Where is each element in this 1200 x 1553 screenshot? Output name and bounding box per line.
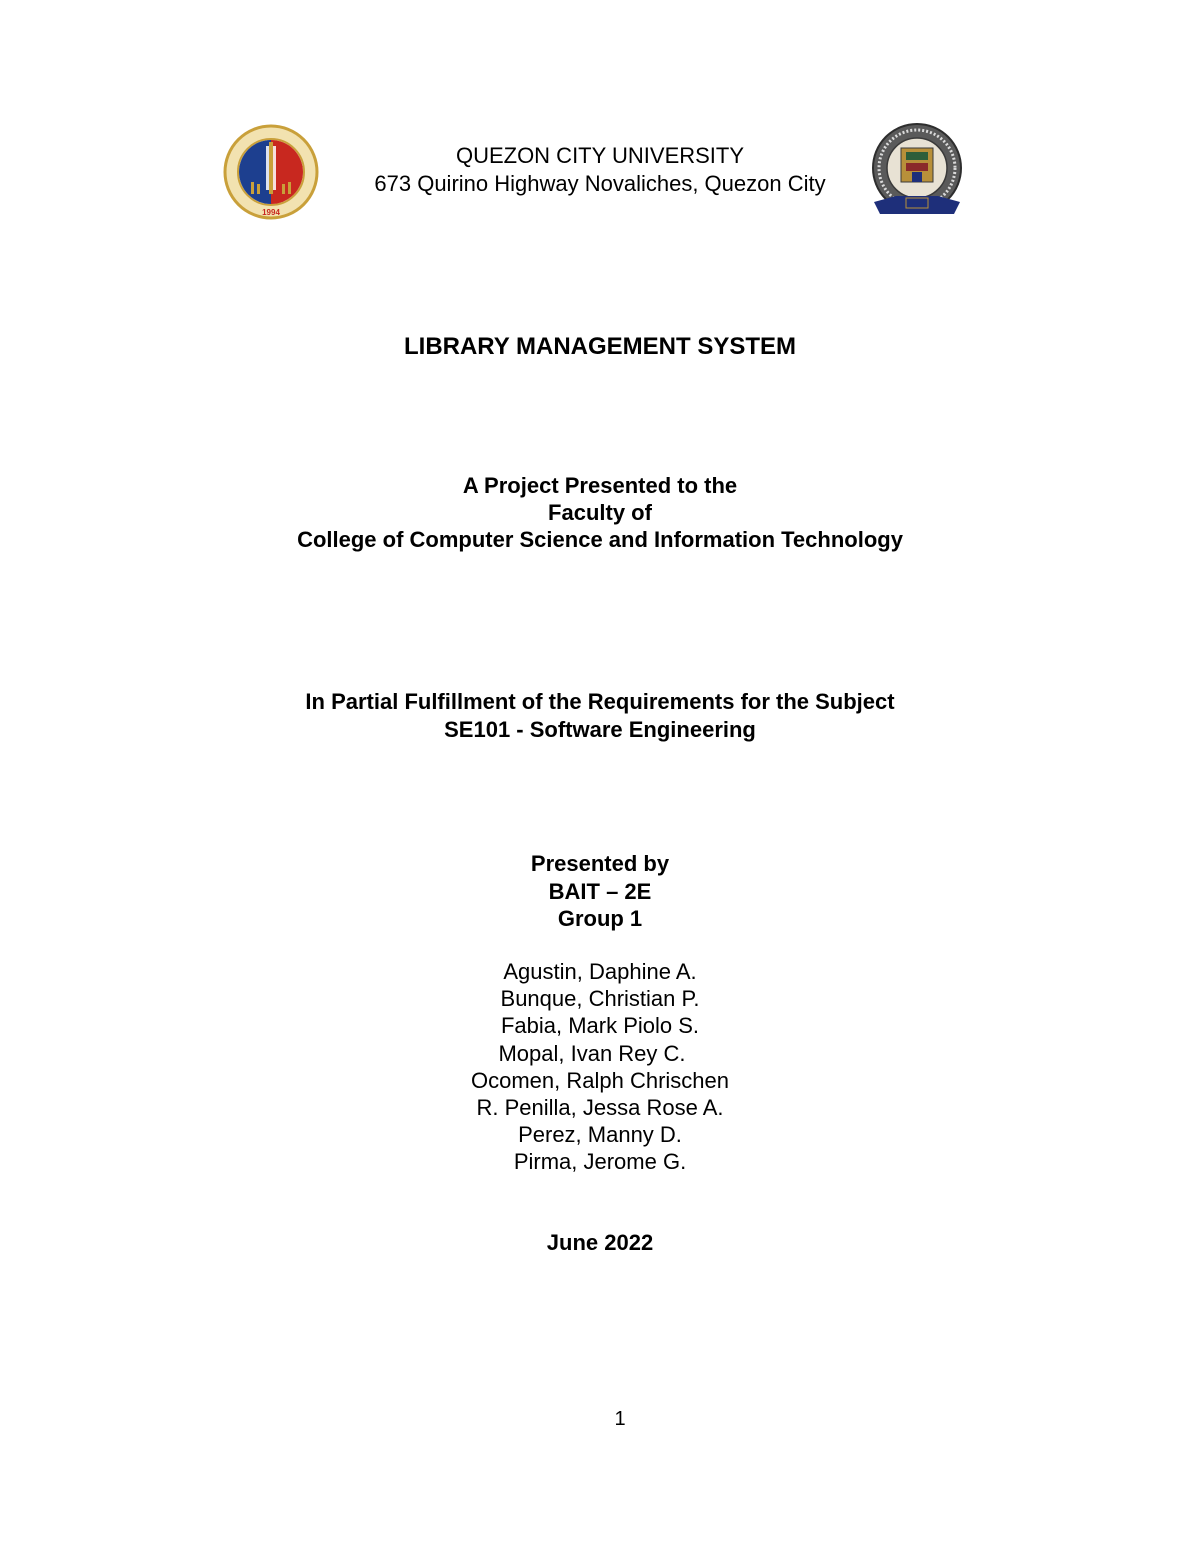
member-name: R. Penilla, Jessa Rose A. [476,1095,724,1120]
member-name: Agustin, Daphine A. [503,959,697,984]
fulfillment-line-1: In Partial Fulfillment of the Requirements for the Subject [305,689,895,714]
seal-year: 1994 [262,208,280,217]
member-name: Pirma, Jerome G. [513,1149,687,1174]
presented-by-label: Presented by [530,851,670,876]
group-label: Group 1 [557,906,643,931]
document-date: June 2022 [546,1230,654,1255]
section-label: BAIT – 2E [548,879,652,904]
presented-to-line-3: College of Computer Science and Information Technology [297,527,903,552]
document-title: LIBRARY MANAGEMENT SYSTEM [403,333,796,360]
presented-to-line-1: A Project Presented to the [462,473,738,498]
university-address: 673 Quirino Highway Novaliches, Quezon City [374,171,826,196]
member-name: Ocomen, Ralph Chrischen [470,1068,729,1093]
page-number: 1 [614,1408,626,1430]
member-name: Perez, Manny D. [518,1122,682,1147]
member-name: Mopal, Ivan Rey C. [498,1041,686,1066]
presented-to-line-2: Faculty of [548,500,652,525]
member-name: Bunque, Christian P. [500,986,700,1011]
fulfillment-line-2: SE101 - Software Engineering [444,717,756,742]
member-name: Fabia, Mark Piolo S. [500,1013,700,1038]
university-name: QUEZON CITY UNIVERSITY [455,143,745,168]
